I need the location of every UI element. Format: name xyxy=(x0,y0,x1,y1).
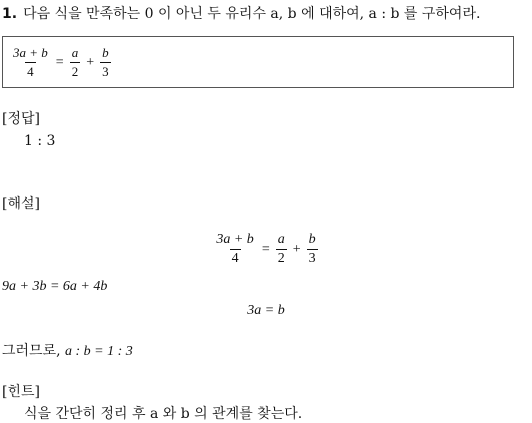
problem-text: 다음 식을 만족하는 0 이 아닌 두 유리수 a, b 에 대하여, a : b 를 구하여라. xyxy=(23,6,481,22)
solution-label: [해설] xyxy=(2,196,40,212)
solution-equation: $\frac{3a + b}{4}$ = $\frac{a}{2}$ + $\frac{b}{3}$ xyxy=(216,232,316,266)
solution-step-2: 3a = b xyxy=(247,303,285,318)
fraction-right: $\frac{b}{3}$ xyxy=(102,45,109,79)
conclusion-math: a : b = 1 : 3 xyxy=(65,344,133,359)
hint-text: 식을 간단히 정리 후 a 와 b 의 관계를 찾는다. xyxy=(24,406,303,422)
solution-conclusion xyxy=(2,340,133,360)
answer-label: [정답] xyxy=(2,111,40,127)
solution-step-1: 9a + 3b = 6a + 4b xyxy=(2,279,108,294)
hint-label: [힌트] xyxy=(2,384,40,400)
equation-box xyxy=(2,36,514,88)
problem-number: 1. xyxy=(2,6,18,22)
fraction-left: $\frac{3a + b}{4}$ xyxy=(13,45,48,79)
boxed-equation: $\frac{3a + b}{4}$ = $\frac{a}{2}$ + $\frac{b}{3}$ xyxy=(13,45,109,79)
problem-statement xyxy=(2,3,480,23)
conclusion-prefix: 그러므로, xyxy=(2,343,61,359)
fraction-mid: $\frac{a}{2}$ xyxy=(71,45,79,79)
answer-value: 1 : 3 xyxy=(24,133,56,149)
